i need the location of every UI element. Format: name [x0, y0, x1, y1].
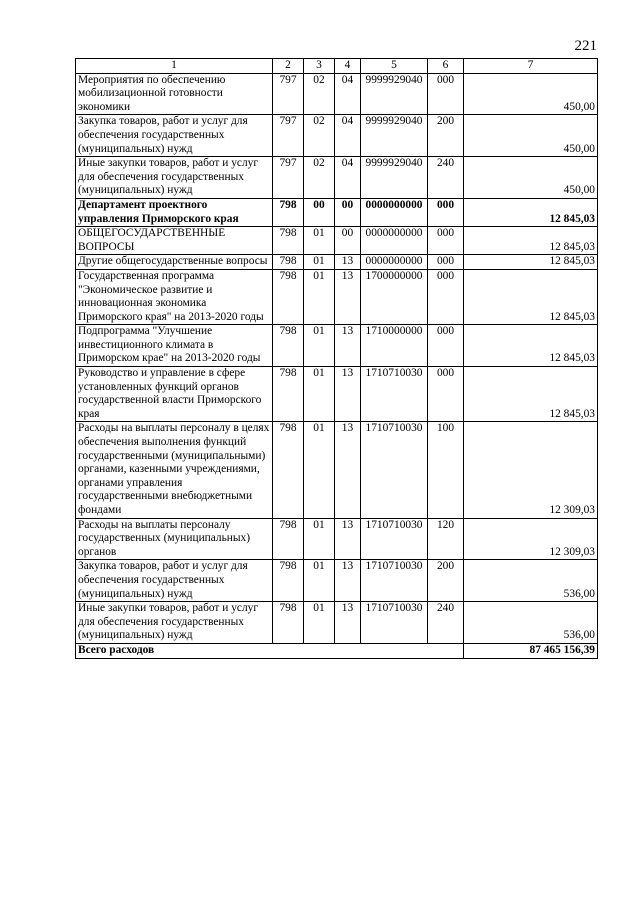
- code-cell: 1710710030: [361, 518, 428, 560]
- code-cell: 13: [335, 269, 361, 324]
- amount-cell: 536,00: [464, 560, 598, 602]
- expenditure-table: [75, 58, 598, 659]
- total-amount: 87 465 156,39: [464, 643, 598, 658]
- code-cell: 01: [304, 227, 335, 255]
- total-row: [76, 643, 598, 658]
- code-cell: 01: [304, 518, 335, 560]
- code-cell: 798: [273, 269, 304, 324]
- code-cell: 000: [428, 325, 464, 367]
- table-row: [76, 73, 598, 115]
- column-header: 2: [273, 59, 304, 74]
- code-cell: 798: [273, 602, 304, 644]
- amount-cell: 536,00: [464, 602, 598, 644]
- code-cell: 798: [273, 227, 304, 255]
- code-cell: 13: [335, 560, 361, 602]
- page-number: 221: [574, 38, 597, 54]
- table-row: [76, 367, 598, 422]
- code-cell: 798: [273, 422, 304, 518]
- table-row: [76, 227, 598, 255]
- header-row: [76, 59, 598, 74]
- amount-cell: 450,00: [464, 73, 598, 115]
- code-cell: 0000000000: [361, 198, 428, 226]
- amount-cell: 12 845,03: [464, 255, 598, 270]
- code-cell: 04: [335, 157, 361, 199]
- code-cell: 1700000000: [361, 269, 428, 324]
- code-cell: 797: [273, 73, 304, 115]
- amount-cell: 12 309,03: [464, 518, 598, 560]
- column-header: 4: [335, 59, 361, 74]
- code-cell: 798: [273, 518, 304, 560]
- column-header: 5: [361, 59, 428, 74]
- table-row: [76, 518, 598, 560]
- code-cell: 798: [273, 198, 304, 226]
- code-cell: 02: [304, 157, 335, 199]
- code-cell: 000: [428, 73, 464, 115]
- amount-cell: 12 309,03: [464, 422, 598, 518]
- code-cell: 01: [304, 422, 335, 518]
- column-header: 3: [304, 59, 335, 74]
- total-label: Всего расходов: [76, 643, 464, 658]
- table-row: [76, 157, 598, 199]
- code-cell: 000: [428, 198, 464, 226]
- amount-cell: 450,00: [464, 157, 598, 199]
- code-cell: 1710710030: [361, 422, 428, 518]
- code-cell: 13: [335, 422, 361, 518]
- code-cell: 13: [335, 367, 361, 422]
- code-cell: 120: [428, 518, 464, 560]
- amount-cell: 12 845,03: [464, 198, 598, 226]
- code-cell: 0000000000: [361, 255, 428, 270]
- code-cell: 797: [273, 157, 304, 199]
- row-name: Расходы на выплаты персоналу государственных (муниципальных) органов: [76, 518, 273, 560]
- amount-cell: 12 845,03: [464, 269, 598, 324]
- code-cell: 04: [335, 115, 361, 157]
- amount-cell: 12 845,03: [464, 325, 598, 367]
- code-cell: 9999929040: [361, 115, 428, 157]
- code-cell: 13: [335, 602, 361, 644]
- table-row: [76, 422, 598, 518]
- table-row: [76, 560, 598, 602]
- code-cell: 00: [335, 227, 361, 255]
- code-cell: 100: [428, 422, 464, 518]
- code-cell: 798: [273, 367, 304, 422]
- amount-cell: 12 845,03: [464, 227, 598, 255]
- code-cell: 01: [304, 602, 335, 644]
- code-cell: 240: [428, 602, 464, 644]
- code-cell: 01: [304, 560, 335, 602]
- code-cell: 01: [304, 325, 335, 367]
- code-cell: 000: [428, 367, 464, 422]
- code-cell: 797: [273, 115, 304, 157]
- code-cell: 13: [335, 518, 361, 560]
- table-row: [76, 269, 598, 324]
- code-cell: 798: [273, 255, 304, 270]
- code-cell: 000: [428, 269, 464, 324]
- code-cell: 1710710030: [361, 560, 428, 602]
- code-cell: 200: [428, 560, 464, 602]
- code-cell: 02: [304, 115, 335, 157]
- table-row: [76, 115, 598, 157]
- amount-cell: 12 845,03: [464, 367, 598, 422]
- code-cell: 1710710030: [361, 367, 428, 422]
- code-cell: 9999929040: [361, 73, 428, 115]
- row-name: Иные закупки товаров, работ и услуг для обеспечения государственных (муниципальных) нужд: [76, 157, 273, 199]
- row-name: ОБЩЕГОСУДАРСТВЕННЫЕ ВОПРОСЫ: [76, 227, 273, 255]
- code-cell: 798: [273, 560, 304, 602]
- code-cell: 00: [335, 198, 361, 226]
- code-cell: 9999929040: [361, 157, 428, 199]
- code-cell: 000: [428, 255, 464, 270]
- column-header: 6: [428, 59, 464, 74]
- amount-cell: 450,00: [464, 115, 598, 157]
- row-name: Другие общегосударственные вопросы: [76, 255, 273, 270]
- code-cell: 000: [428, 227, 464, 255]
- row-name: Руководство и управление в сфере установленных функций органов государственной власти Приморского края: [76, 367, 273, 422]
- row-name: Департамент проектного управления Приморского края: [76, 198, 273, 226]
- code-cell: 798: [273, 325, 304, 367]
- row-name: Закупка товаров, работ и услуг для обеспечения государственных (муниципальных) нужд: [76, 560, 273, 602]
- code-cell: 01: [304, 269, 335, 324]
- code-cell: 200: [428, 115, 464, 157]
- row-name: Государственная программа "Экономическое развитие и инновационная экономика Приморского края" на 2013-2020 годы: [76, 269, 273, 324]
- code-cell: 02: [304, 73, 335, 115]
- code-cell: 01: [304, 255, 335, 270]
- code-cell: 04: [335, 73, 361, 115]
- row-name: Мероприятия по обеспечению мобилизационной готовности экономики: [76, 73, 273, 115]
- row-name: Закупка товаров, работ и услуг для обеспечения государственных (муниципальных) нужд: [76, 115, 273, 157]
- column-header: 7: [464, 59, 598, 74]
- code-cell: 01: [304, 367, 335, 422]
- row-name: Подпрограмма "Улучшение инвестиционного климата в Приморском крае" на 2013-2020 годы: [76, 325, 273, 367]
- table-row: [76, 255, 598, 270]
- code-cell: 1710710030: [361, 602, 428, 644]
- code-cell: 13: [335, 255, 361, 270]
- code-cell: 13: [335, 325, 361, 367]
- table-row: [76, 325, 598, 367]
- table-row: [76, 602, 598, 644]
- row-name: Иные закупки товаров, работ и услуг для обеспечения государственных (муниципальных) нужд: [76, 602, 273, 644]
- row-name: Расходы на выплаты персоналу в целях обеспечения выполнения функций государственными (муниципальными) органами, казенными учреждениями, органами управления государственными внебюджетными фондами: [76, 422, 273, 518]
- table-row: [76, 198, 598, 226]
- code-cell: 240: [428, 157, 464, 199]
- code-cell: 1710000000: [361, 325, 428, 367]
- column-header: 1: [76, 59, 273, 74]
- code-cell: 00: [304, 198, 335, 226]
- code-cell: 0000000000: [361, 227, 428, 255]
